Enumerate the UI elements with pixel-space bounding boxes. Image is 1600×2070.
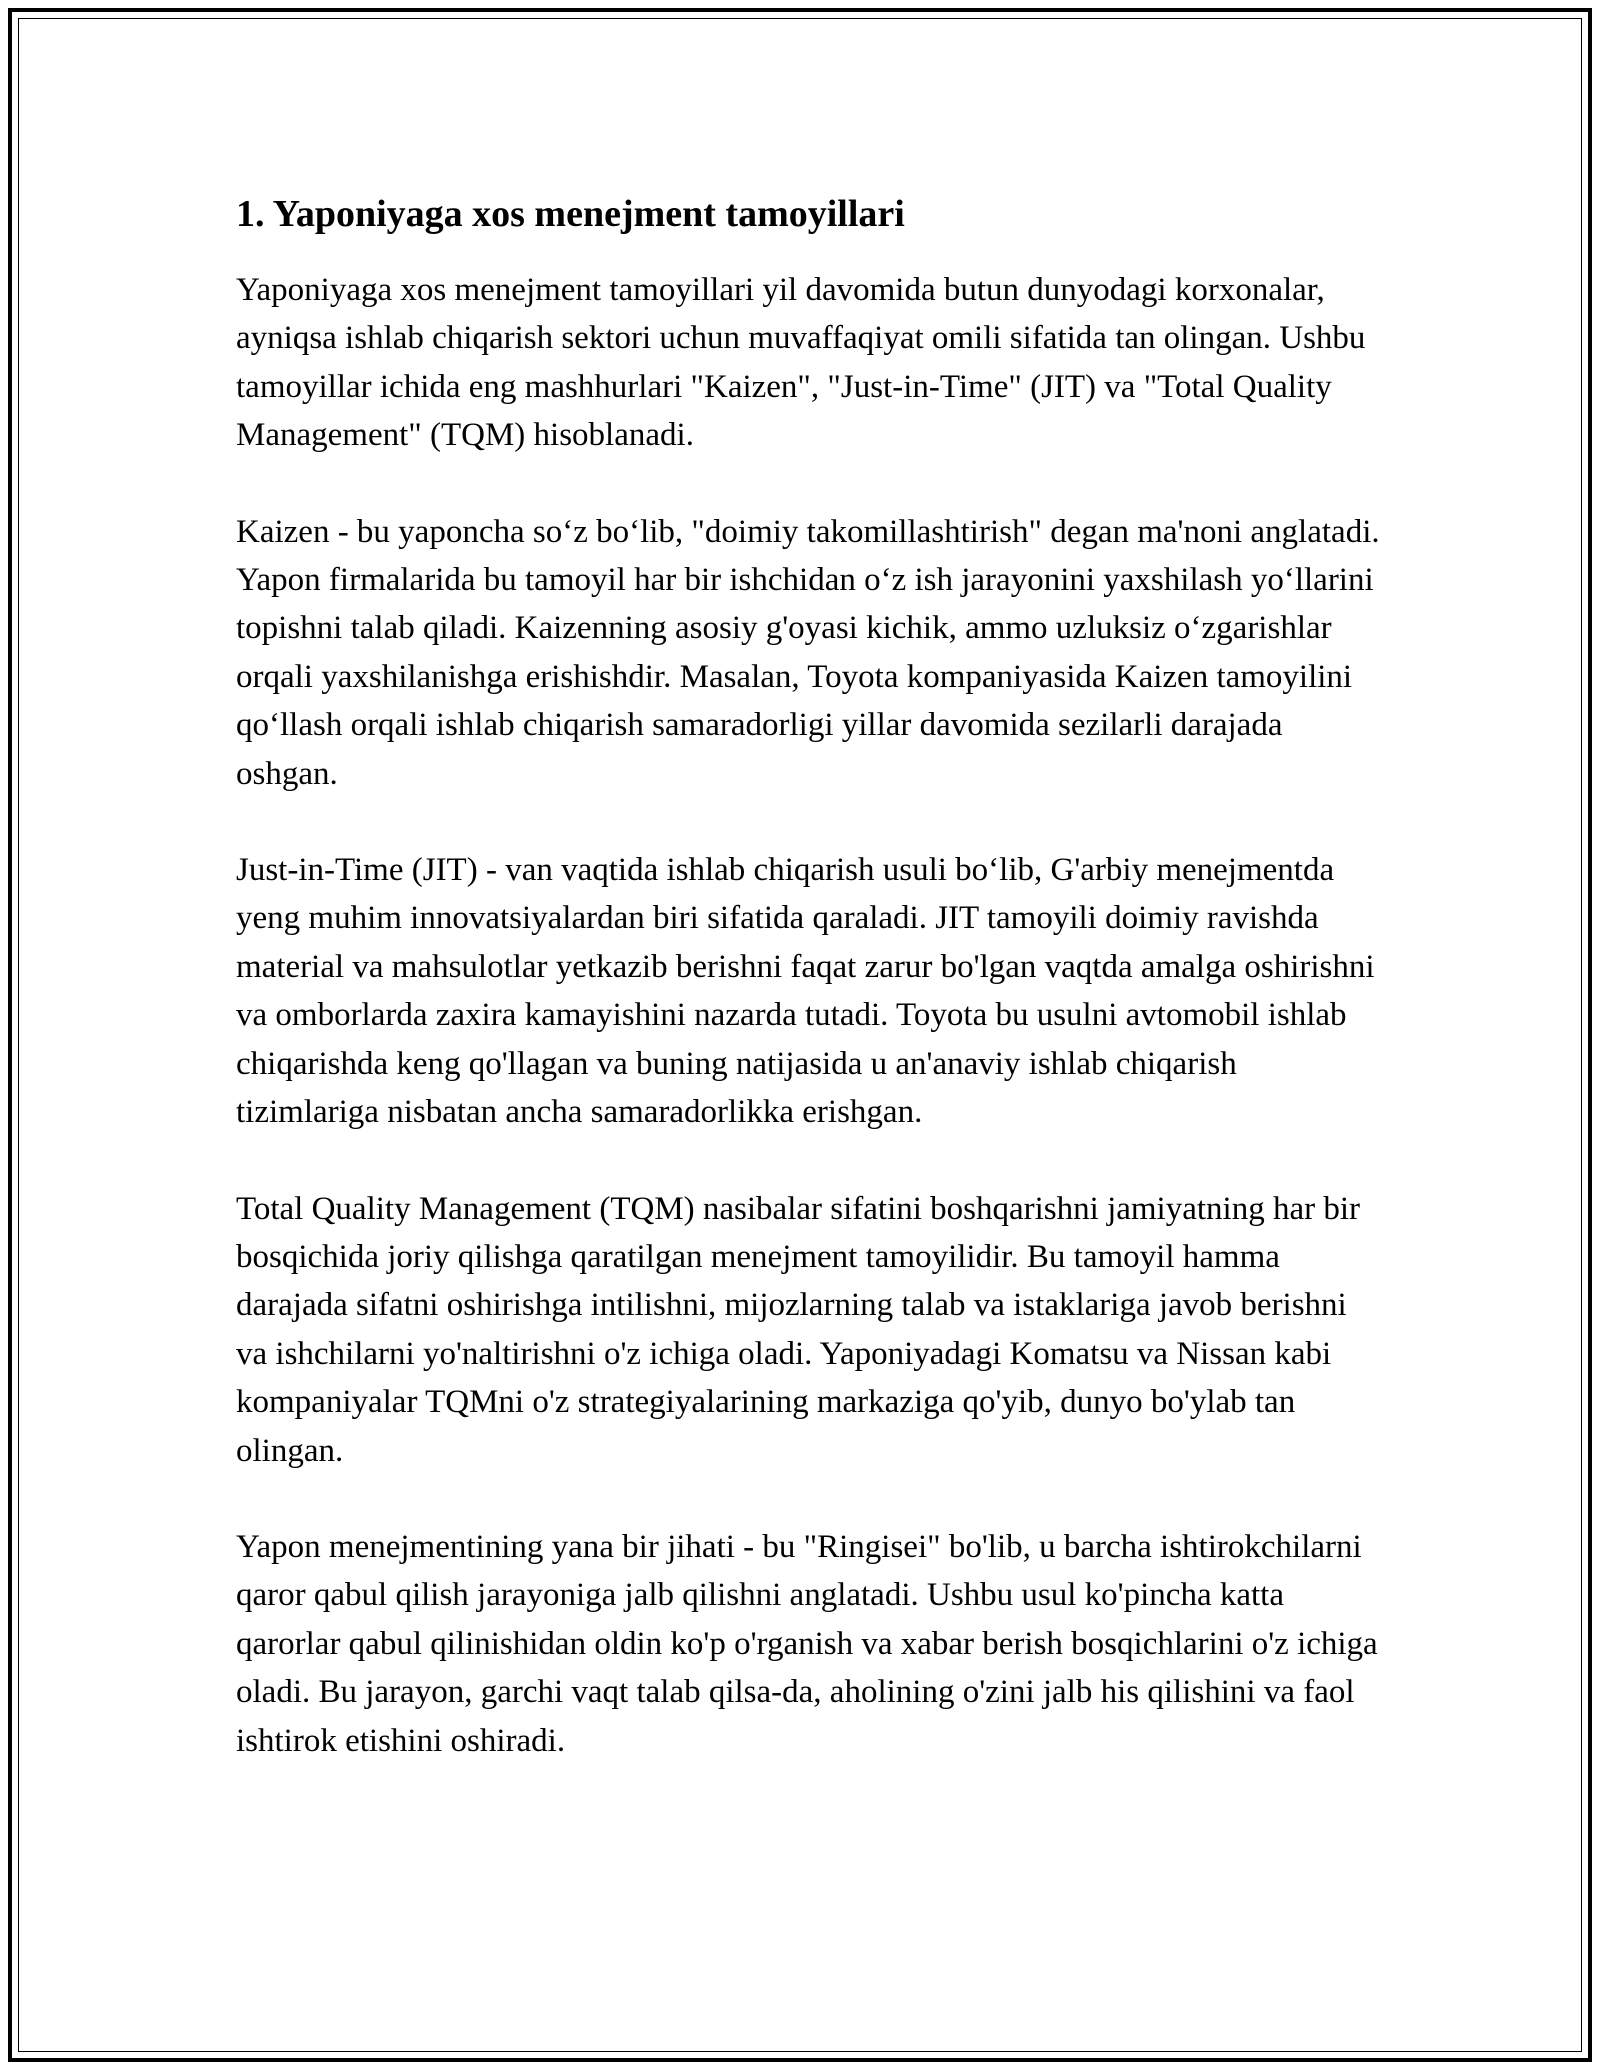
paragraph-ringisei: Yapon menejmentining yana bir jihati - bu "Ringisei" bo'lib, u barcha ishtirokchilarni qaror qabul qilish jarayoniga jalb qilishni anglatadi. Ushbu usul ko'pincha katta qarorlar qabul qilinishidan oldin ko'p o'rganish va xabar berish bosqichlarini o'z ichiga oladi. Bu jarayon, garchi vaqt talab qilsa-da, aholining o'zini jalb his qilishini va faol ishtirok etishini oshiradi. [236,1528,1378,1759]
paragraph-intro: Yaponiyaga xos menejment tamoyillari yil davomida butun dunyodagi korxonalar, ayniqsa ishlab chiqarish sektori uchun muvaffaqiyat omili sifatida tan olingan. Ushbu tamoyillar ichida eng mashhurlari "Kaizen", "Just-in-Time" (JIT) va "Total Quality Management" (TQM) hisoblanadi. [236,272,1366,454]
paragraph-kaizen: Kaizen - bu yaponcha so‘z bo‘lib, "doimiy takomillashtirish" degan ma'noni anglatadi. Yapon firmalarida bu tamoyil har bir ishchidan o‘z ish jarayonini yaxshilash yo‘llarini topishni talab qiladi. Kaizenning asosiy g'oyasi kichik, ammo uzluksiz o‘zgarishlar orqali yaxshilanishga erishishdir. Masalan, Toyota kompaniyasida Kaizen tamoyilini qo‘llash orqali ishlab chiqarish samaradorligi yillar davomida sezilarli darajada oshgan. [236,513,1380,792]
section-heading: 1. Yaponiyaga xos menejment tamoyillari [236,193,905,235]
document-body [236,188,1386,1813]
paragraph-jit: Just-in-Time (JIT) - van vaqtida ishlab chiqarish usuli bo‘lib, G'arbiy menejmentda yeng muhim innovatsiyalardan biri sifatida qaraladi. JIT tamoyili doimiy ravishda material va mahsulotlar yetkazib berishni faqat zarur bo'lgan vaqtda amalga oshirishni va omborlarda zaxira kamayishini nazarda tutadi. Toyota bu usulni avtomobil ishlab chiqarishda keng qo'llagan va buning natijasida u an'anaviy ishlab chiqarish tizimlariga nisbatan ancha samaradorlikka erishgan. [236,852,1375,1131]
paragraph-tqm: Total Quality Management (TQM) nasibalar sifatini boshqarishni jamiyatning har bir bosqichida joriy qilishga qaratilgan menejment tamoyilidir. Bu tamoyil hamma darajada sifatni oshirishga intilishni, mijozlarning talab va istaklariga javob berishni va ishchilarni yo'naltirishni o'z ichiga oladi. Yaponiyadagi Komatsu va Nissan kabi kompaniyalar TQMni o'z strategiyalarining markaziga qo'yib, dunyo bo'ylab tan olingan. [236,1190,1360,1469]
